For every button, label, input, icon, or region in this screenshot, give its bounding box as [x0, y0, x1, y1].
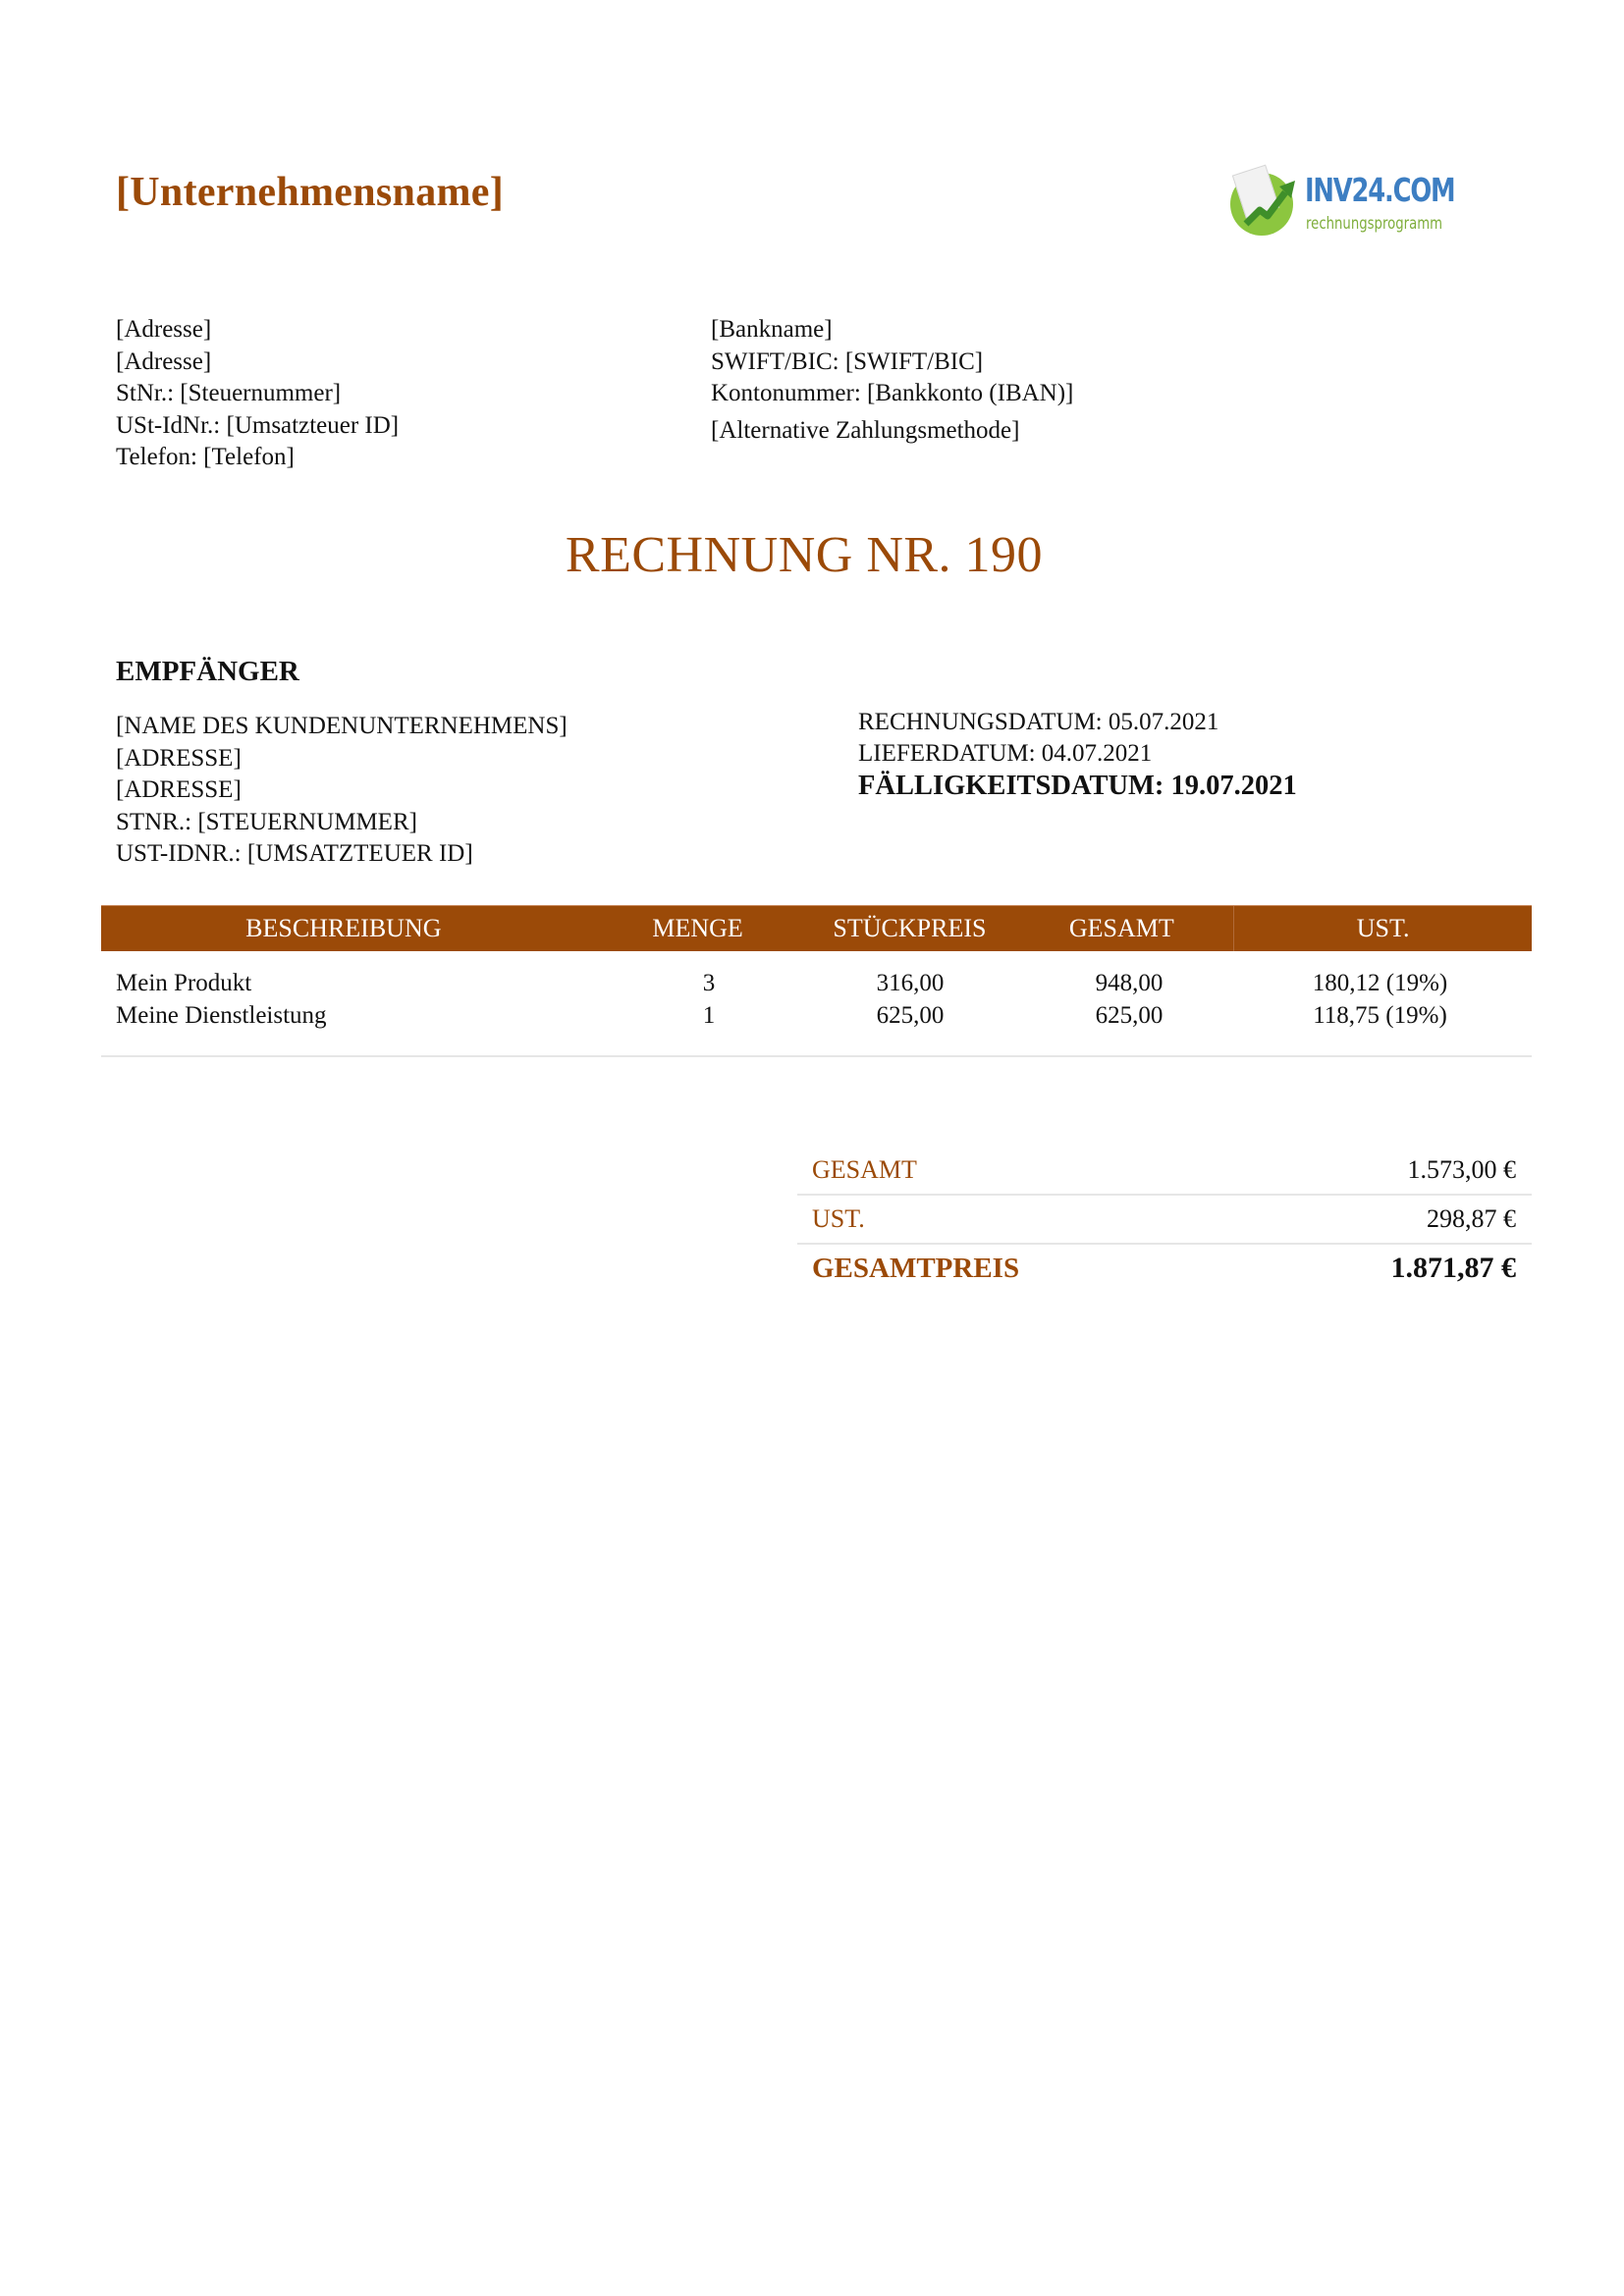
bank-alternative-payment: [Alternative Zahlungsmethode]: [711, 416, 1020, 444]
sender-tax-number: StNr.: [Steuernummer]: [116, 380, 342, 406]
line-items-table: [101, 905, 1532, 1057]
table-row: [101, 967, 1532, 999]
sender-phone: Telefon: [Telefon]: [116, 444, 295, 470]
invoice-date: RECHNUNGSDATUM: 05.07.2021: [858, 709, 1219, 735]
subtotal-row: [797, 1147, 1532, 1194]
table-body: [101, 951, 1532, 1032]
cell-total: 948,00: [1095, 970, 1164, 996]
grand-total-row: [797, 1245, 1532, 1292]
grand-total-value: 1.871,87 €: [1390, 1252, 1516, 1284]
header-unit-price: STÜCKPREIS: [833, 914, 987, 942]
invoice-title: [0, 526, 1624, 584]
invoice-title-text: RECHNUNG NR. 190: [565, 527, 1044, 583]
cell-unit-price: 316,00: [876, 970, 945, 996]
cell-quantity: 1: [702, 1002, 716, 1029]
table-bottom-divider: [101, 1055, 1532, 1057]
cell-vat: 118,75 (19%): [1313, 1002, 1447, 1029]
recipient-heading: EMPFÄNGER: [116, 656, 299, 687]
recipient-tax-number: STNR.: [STEUERNUMMER]: [116, 808, 417, 835]
header-quantity: MENGE: [652, 914, 743, 942]
sender-vat-id: USt-IdNr.: [Umsatzteuer ID]: [116, 411, 400, 439]
bank-account: Kontonummer: [Bankkonto (IBAN)]: [711, 380, 1074, 406]
recipient-info: [116, 711, 568, 871]
recipient-address-1: [ADRESSE]: [116, 744, 242, 772]
logo-subtext: rechnungsprogramm: [1306, 214, 1443, 234]
delivery-date: LIEFERDATUM: 04.07.2021: [858, 740, 1153, 767]
sender-address-1: [Adresse]: [116, 316, 212, 343]
table-row: [101, 999, 1532, 1032]
cell-total: 625,00: [1095, 1002, 1164, 1029]
cell-quantity: 3: [702, 970, 716, 996]
sender-address-2: [Adresse]: [116, 347, 212, 375]
invoice-dates: [858, 707, 1297, 803]
table-header: [101, 905, 1532, 951]
chart-arrow-icon: [1236, 167, 1305, 236]
vat-label: UST.: [812, 1204, 865, 1233]
bank-swift: SWIFT/BIC: [SWIFT/BIC]: [711, 347, 984, 375]
cell-vat: 180,12 (19%): [1312, 970, 1448, 996]
subtotal-value: 1.573,00 €: [1407, 1155, 1516, 1184]
cell-description: Mein Produkt: [116, 970, 252, 996]
grand-total-label: GESAMTPREIS: [812, 1252, 1020, 1284]
header-total: GESAMT: [1068, 914, 1174, 942]
cell-unit-price: 625,00: [876, 1002, 945, 1029]
due-date: FÄLLIGKEITSDATUM: 19.07.2021: [858, 771, 1297, 801]
logo-text: INV24.COM: [1305, 171, 1455, 209]
subtotal-label: GESAMT: [812, 1155, 917, 1184]
header-vat: UST.: [1233, 906, 1532, 951]
vat-row: [797, 1196, 1532, 1243]
company-name: [Unternehmensname]: [116, 170, 505, 215]
recipient-address-2: [ADRESSE]: [116, 776, 242, 803]
vat-value: 298,87 €: [1427, 1204, 1516, 1233]
header-description: BESCHREIBUNG: [245, 914, 442, 942]
logo: [1230, 167, 1466, 245]
totals-summary: [797, 1147, 1532, 1292]
sender-info: [116, 314, 399, 474]
cell-description: Meine Dienstleistung: [116, 1002, 327, 1029]
bank-info: [711, 314, 1073, 447]
recipient-company: [NAME DES KUNDENUNTERNEHMENS]: [116, 713, 568, 739]
bank-name: [Bankname]: [711, 316, 833, 343]
recipient-vat-id: UST-IDNR.: [UMSATZTEUER ID]: [116, 840, 473, 867]
